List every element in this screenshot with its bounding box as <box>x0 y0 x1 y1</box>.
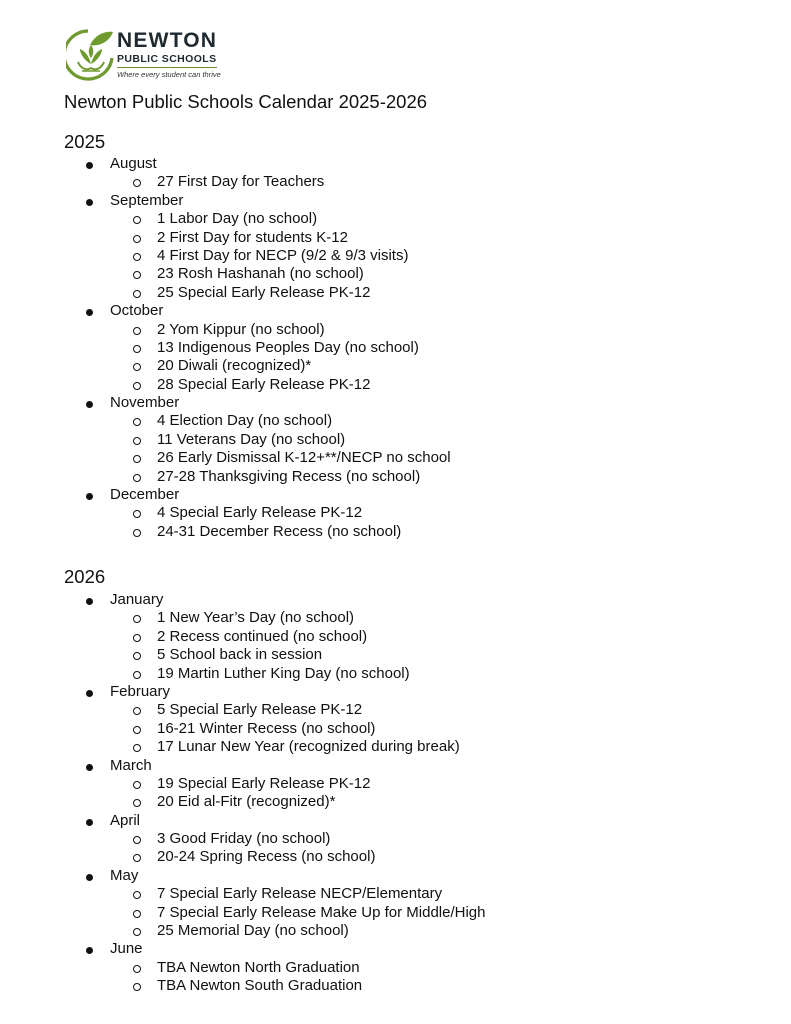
hollow-bullet-icon <box>133 179 141 187</box>
logo-tagline: Where every student can thrive <box>117 70 221 79</box>
hollow-bullet-icon <box>133 345 141 353</box>
hollow-bullet-icon <box>133 271 141 279</box>
logo-emblem-icon <box>66 28 116 82</box>
hollow-bullet-icon <box>133 652 141 660</box>
filled-bullet-icon <box>86 162 93 169</box>
newton-public-schools-logo <box>66 28 226 84</box>
event-label: 25 Memorial Day (no school) <box>157 922 349 940</box>
hollow-bullet-icon <box>133 707 141 715</box>
hollow-bullet-icon <box>133 529 141 537</box>
event-label: 26 Early Dismissal K-12+**/NECP no school <box>157 449 451 467</box>
logo-divider <box>117 67 217 68</box>
hollow-bullet-icon <box>133 363 141 371</box>
filled-bullet-icon <box>86 819 93 826</box>
event-label: 4 Election Day (no school) <box>157 412 333 430</box>
month-label: February <box>110 682 171 700</box>
event-label: 20 Diwali (recognized)* <box>157 357 312 375</box>
event-label: TBA Newton North Graduation <box>157 958 360 976</box>
event-label: 20-24 Spring Recess (no school) <box>157 848 376 866</box>
event-label: 17 Lunar New Year (recognized during break) <box>157 738 460 756</box>
hollow-bullet-icon <box>133 781 141 789</box>
month-label: December <box>110 486 180 504</box>
hollow-bullet-icon <box>133 836 141 844</box>
page-title: Newton Public Schools Calendar 2025-2026 <box>64 91 428 112</box>
month-label: March <box>110 756 152 774</box>
hollow-bullet-icon <box>133 418 141 426</box>
logo-name: NEWTON <box>117 29 218 52</box>
month-label: April <box>110 811 141 829</box>
month-label: August <box>110 155 157 172</box>
event-label: 28 Special Early Release PK-12 <box>157 375 371 393</box>
event-label: 11 Veterans Day (no school) <box>157 430 346 448</box>
hollow-bullet-icon <box>133 615 141 623</box>
hollow-bullet-icon <box>133 510 141 518</box>
hollow-bullet-icon <box>133 671 141 679</box>
event-label: 7 Special Early Release NECP/Elementary <box>157 885 443 903</box>
event-label: 27-28 Thanksgiving Recess (no school) <box>157 467 421 485</box>
event-label: 2 First Day for students K-12 <box>157 228 348 246</box>
event-label: TBA Newton South Graduation <box>157 977 363 995</box>
event-label: 20 Eid al-Fitr (recognized)* <box>157 793 336 811</box>
hollow-bullet-icon <box>133 437 141 445</box>
hollow-bullet-icon <box>133 253 141 261</box>
hollow-bullet-icon <box>133 235 141 243</box>
event-label: 7 Special Early Release Make Up for Middle/High <box>157 903 486 921</box>
month-label: November <box>110 394 180 412</box>
event-label: 24-31 December Recess (no school) <box>157 522 402 540</box>
event-label: 2 Recess continued (no school) <box>157 627 368 645</box>
filled-bullet-icon <box>86 309 93 316</box>
filled-bullet-icon <box>86 690 93 697</box>
event-label: 5 School back in session <box>157 646 323 664</box>
hollow-bullet-icon <box>133 216 141 224</box>
filled-bullet-icon <box>86 401 93 408</box>
month-label: January <box>110 591 164 608</box>
event-label: 4 First Day for NECP (9/2 & 9/3 visits) <box>157 246 409 264</box>
hollow-bullet-icon <box>133 382 141 390</box>
hollow-bullet-icon <box>133 799 141 807</box>
event-label: 23 Rosh Hashanah (no school) <box>157 265 364 283</box>
filled-bullet-icon <box>86 947 93 954</box>
event-label: 19 Special Early Release PK-12 <box>157 774 371 792</box>
event-label: 19 Martin Luther King Day (no school) <box>157 664 410 682</box>
event-label: 13 Indigenous Peoples Day (no school) <box>157 338 419 356</box>
hollow-bullet-icon <box>133 455 141 463</box>
filled-bullet-icon <box>86 874 93 881</box>
event-label: 1 Labor Day (no school) <box>157 210 318 228</box>
hollow-bullet-icon <box>133 726 141 734</box>
year-heading-2025: 2025 <box>64 131 106 152</box>
hollow-bullet-icon <box>133 965 141 973</box>
filled-bullet-icon <box>86 598 93 605</box>
hollow-bullet-icon <box>133 474 141 482</box>
month-label: September <box>110 191 184 209</box>
filled-bullet-icon <box>86 493 93 500</box>
hollow-bullet-icon <box>133 891 141 899</box>
hollow-bullet-icon <box>133 928 141 936</box>
event-label: 4 Special Early Release PK-12 <box>157 504 363 522</box>
hollow-bullet-icon <box>133 327 141 335</box>
hollow-bullet-icon <box>133 854 141 862</box>
filled-bullet-icon <box>86 199 93 206</box>
month-label: May <box>110 866 139 884</box>
hollow-bullet-icon <box>133 634 141 642</box>
hollow-bullet-icon <box>133 983 141 991</box>
filled-bullet-icon <box>86 764 93 771</box>
event-label: 25 Special Early Release PK-12 <box>157 283 371 301</box>
event-label: 27 First Day for Teachers <box>157 173 325 191</box>
hollow-bullet-icon <box>133 290 141 298</box>
event-label: 3 Good Friday (no school) <box>157 830 331 848</box>
event-label: 16-21 Winter Recess (no school) <box>157 719 376 737</box>
month-label: June <box>110 940 143 958</box>
event-label: 2 Yom Kippur (no school) <box>157 320 325 338</box>
hollow-bullet-icon <box>133 744 141 752</box>
event-label: 1 New Year’s Day (no school) <box>157 609 355 627</box>
logo-subtitle: PUBLIC SCHOOLS <box>117 53 217 65</box>
year-heading-2026: 2026 <box>64 566 106 587</box>
hollow-bullet-icon <box>133 910 141 918</box>
month-label: October <box>110 302 164 320</box>
event-label: 5 Special Early Release PK-12 <box>157 701 363 719</box>
